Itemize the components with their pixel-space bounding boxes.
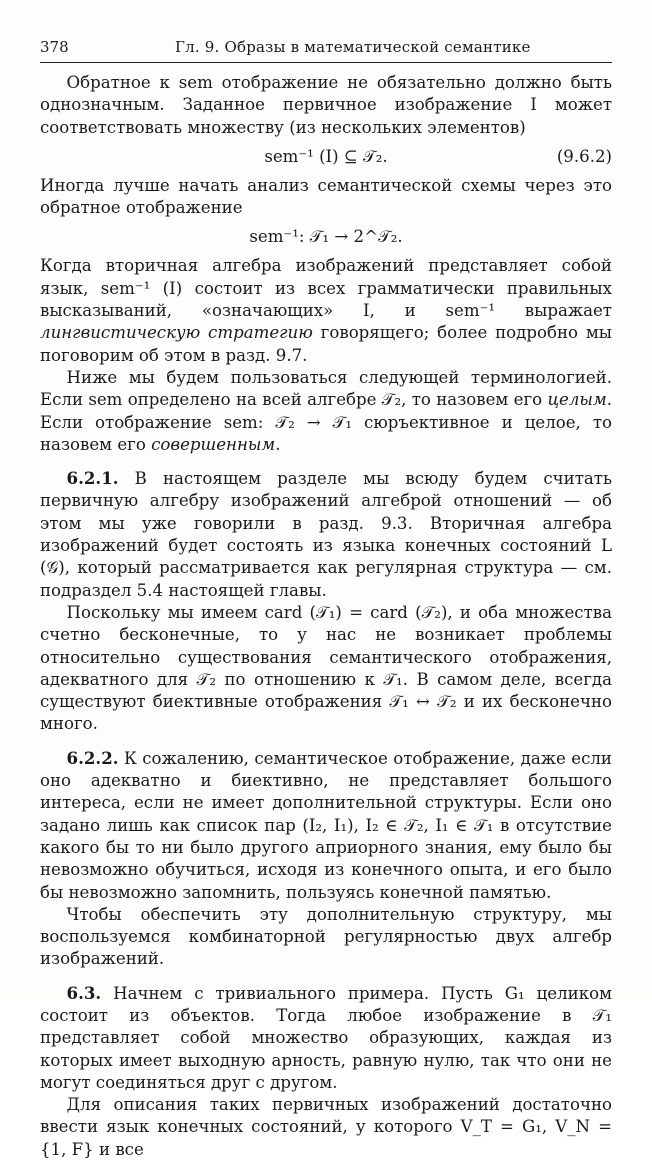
paragraph-1: Обратное к sem отображение не обязательно должно быть однозначным. Заданное первичное изображение I может соответствовать множеству (из нескольких элементов): [40, 73, 612, 137]
section-number: 6.3.: [66, 982, 102, 1003]
section-number: 6.2.2.: [66, 747, 119, 768]
text-run: . Если отображение sem: 𝒯₂ → 𝒯₁ сюръективное и целое, то назовем его: [40, 390, 612, 454]
equation-number: (9.6.2): [556, 146, 612, 166]
page-number: 378: [40, 38, 69, 56]
page-body: [40, 72, 612, 1161]
formula-expression: sem⁻¹: 𝒯₁ → 2^𝒯₂.: [249, 227, 403, 247]
emphasis: совершенным: [151, 434, 276, 454]
running-head: Гл. 9. Образы в математической семантике: [175, 38, 531, 56]
formula-9-6-2: [40, 143, 612, 171]
formula-inverse-map: [40, 223, 612, 251]
paragraph-8: Чтобы обеспечить эту дополнительную структуру, мы воспользуемся комбинаторной регулярностью двух алгебр изображений.: [40, 904, 612, 969]
emphasis: целым: [547, 390, 607, 410]
text-run: Начнем с тривиального примера. Пусть G₁ целиком состоит из объектов. Тогда любое изображение в 𝒯₁ представляет собой множество образующих, каждая из которых имеет выходную арность, равную нулю, так что они не могут соединяться друг с другом.: [40, 983, 612, 1092]
paragraph-6-3: [40, 982, 612, 1094]
paragraph-2: Иногда лучше начать анализ семантической схемы через это обратное отображение: [40, 175, 612, 218]
paragraph-3: [40, 255, 612, 366]
paragraph-6: Поскольку мы имеем card (𝒯₁) = card (𝒯₂), и оба множества счетно бесконечные, то у нас не возникает проблемы относительно существования семантического отображения, адекватного для 𝒯₂ по отношению к 𝒯₁. В самом деле, всегда существуют биективные отображения 𝒯₁ ↔ 𝒯₂ и их бесконечно много.: [40, 602, 612, 734]
paragraph-6-2-1: [40, 467, 612, 602]
text-run: говорящего; более подробно мы поговорим об этом в разд. 9.7.: [40, 323, 612, 365]
header-rule: [40, 62, 612, 63]
paragraph-6-2-2: [40, 747, 612, 904]
text-run: В настоящем разделе мы всюду будем считать первичную алгебру изображений алгеброй отношений — об этом мы уже говорили в разд. 9.3. Вторичная алгебра изображений будет состоять из языка конечных состояний L (𝒢), который рассматривается как регулярная структура — см. подраздел 5.4 настоящей главы.: [40, 469, 612, 600]
page-header: [40, 38, 612, 60]
formula-expression: sem⁻¹ (I) ⊆ 𝒯₂.: [264, 146, 388, 166]
text-run: К сожалению, семантическое отображение, даже если оно адекватно и биективно, не представляет большого интереса, если не имеет дополнительной структуры. Если оно задано лишь как список пар (I₂, I₁), I₂ ∈ 𝒯₂, I₁ ∈ 𝒯₁ в отсутствие какого бы то ни было другого априорного знания, ему было бы невозможно обучиться, исходя из конечного опыта, и его было бы невозможно запомнить, пользуясь конечной памятью.: [40, 748, 612, 902]
text-run: Ниже мы будем пользоваться следующей терминологией. Если sem определено на всей алгебре 𝒯₂, то назовем его: [40, 367, 612, 410]
text-run: .: [275, 434, 281, 454]
emphasis: лингвистическую стратегию: [40, 323, 313, 343]
paragraph-10: Для описания таких первичных изображений достаточно ввести язык конечных состояний, у которого V_T = G₁, V_N = {1, F} и все: [40, 1095, 612, 1159]
text-run: Когда вторичная алгебра изображений представляет собой язык, sem⁻¹ (I) состоит из всех грамматически правильных высказываний, «означающих» I, и sem⁻¹ выражает: [40, 256, 612, 321]
paragraph-4: [40, 367, 612, 456]
section-number: 6.2.1.: [66, 468, 119, 489]
